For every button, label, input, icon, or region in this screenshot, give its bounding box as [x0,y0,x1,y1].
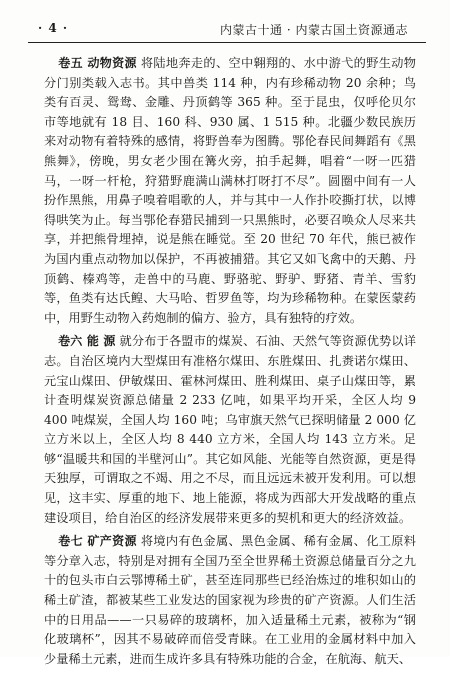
paragraph [44,532,416,669]
section-energy [44,332,416,528]
section-animal-resources [44,54,416,328]
section-body: 将陆地奔走的、空中翱翔的、水中游弋的野生动物分门别类载入志书。其中兽类 114 种，内有珍稀动物 20 余种；鸟类有百灵、鸳鸯、金雕、丹顶鹤等 365 种。至于昆虫，仅呼伦贝尔市等地就有 18 目、160 科、930 属、1 515 种。北疆少数民族历来对动物有着特殊的感情，将野兽奉为图腾。鄂伦春民间舞蹈有《黑熊舞》，傍晚，男女老少围在篝火旁，拍手起舞，唱着“一呀一匹猎马，一呀一杆枪，狩猎野鹿满山满林打呀打不尽”。圆圈中间有一人扮作黑熊，用鼻子嗅着唱歌的人，并与其中一人作扑咬撕打状，以博得哄笑为止。每当鄂伦春猎民捕到一只黑熊时，必要召唤众人尽来共享，并把熊骨埋掉，说是熊在睡觉。至 20 世纪 70 年代，熊已被作为国内重点动物加以保护，不再被捕猎。其它又如飞禽中的天鹅、丹顶鹤、榛鸡等，走兽中的马鹿、野骆驼、野驴、野猪、青羊、雪豹等，鱼类有达氏鳇、大马哈、哲罗鱼等，均为珍稀物种。在蒙医蒙药中，用野生动物入药炮制的偏方、验方，具有独特的疗效。 [44,56,416,325]
section-body: 就分布于各盟市的煤炭、石油、天然气等资源优势以详志。自治区境内大型煤田有准格尔煤田、东胜煤田、扎赉诺尔煤田、元宝山煤田、伊敏煤田、霍林河煤田、胜利煤田、桌子山煤田等，累计查明煤炭资源总储量 2 233 亿吨，如果平均开采，全区人均 9 400 吨煤炭，全国人均 160 吨；乌审旗天然气已探明储量 2 000 亿立方米以上，全区人均 8 440 立方米，全国人均 143 立方米。足够“温暖共和国的半壁河山”。其它如风能、光能等自然资源，更是得天独厚，可谓取之不竭、用之不尽，而且远远未被开发利用。可以想见，这丰实、厚重的地下、地上能源，将成为西部大开发战略的重点建设项目，给自治区的经济发展带来更多的契机和更大的经济效益。 [44,334,417,525]
running-title: 内蒙古十通 · 内蒙古国土资源通志 [220,23,408,37]
body-text [44,54,416,673]
page-number: · 4 · [38,21,69,35]
section-heading: 卷七 矿产资源 [58,534,137,549]
header-rule [28,42,426,43]
section-mineral-resources [44,532,416,669]
page-header [28,18,430,40]
paragraph [44,332,416,528]
section-heading: 卷六 能 源 [58,334,116,349]
section-heading: 卷五 动物资源 [58,56,137,70]
section-body: 将境内有色金属、黑色金属、稀有金属、化工原料等分章入志，特别是对拥有全国乃至全世界稀土资源总储量百分之九十的包头市白云鄂博稀土矿，甚至连同那些已经治炼过的堆积如山的稀土矿渣，都被某些工业发达的国家视为珍贵的矿产资源。人们生活中的日用品——一只易碎的玻璃杯，加入适量稀土元素，被称为“钢化玻璃杯”，因其不易破碎而倍受青睐。在工业用的金属材料中加入少量稀土元素，进而生成许多具有特殊功能的合金，在航海、航天、 [44,534,416,666]
paragraph [44,54,416,328]
